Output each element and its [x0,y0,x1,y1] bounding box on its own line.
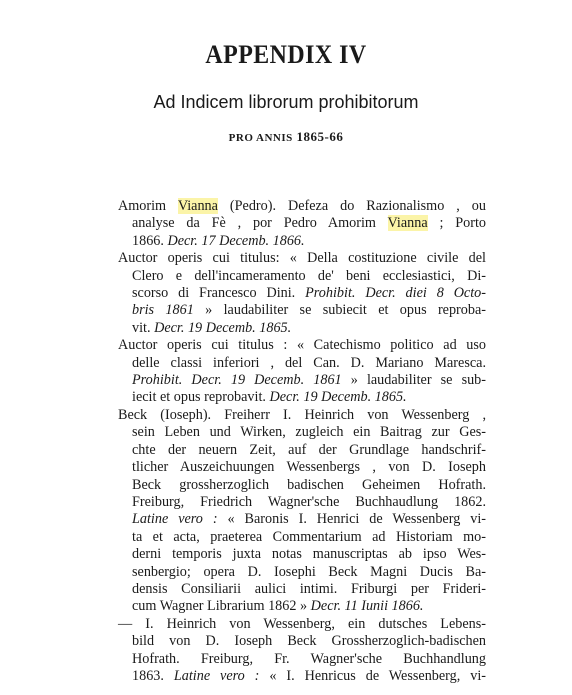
text-line: analyse da Fè , por Pedro Amorim Vianna ; Porto [132,215,487,232]
text-line: 1866. Decr. 17 Decemb. 1866. [132,232,305,249]
text-line: derni temporis juxta notas manuscriptas ab ipso Wes- [132,546,486,563]
text-line: senbergio; opera D. Iosephi Beck Magni Ducis Ba- [132,563,486,580]
page-title: APPENDIX IV [205,40,367,69]
text-line: — I. Heinrich von Wessenberg, ein dutsches Lebens- [118,615,486,632]
text-line: ta et acta, praeterea Commentarium ad Historiam mo- [132,528,486,545]
text-line: Clero e dell'incameramento de' beni ecclesiastici, Di- [132,267,486,284]
text-line: Auctor operis cui titulus: « Della costituzione civile del [118,250,486,267]
years-line [0,129,572,145]
years-prefix: PRO ANNIS [228,132,293,144]
text-line: sein Leben und Wirken, zugleich ein Baitrag zur Ges- [132,424,486,441]
text-line: Prohibit. Decr. 19 Decemb. 1861 » laudabiliter se sub- [132,372,486,389]
text-line: tlicher Auszeichuungen Wessenbergs , von D. Ioseph [132,459,486,476]
search-highlight: Vianna [387,215,428,232]
page-subtitle: Ad Indicem librorum prohibitorum [153,92,419,112]
text-line: bild von D. Ioseph Beck Grossherzoglich-badischen [132,633,486,650]
text-line: Auctor operis cui titulus : « Catechismo politico ad uso [118,337,486,354]
years-value: 1865-66 [296,129,344,144]
search-highlight: Vianna [177,198,218,214]
text-line: chte der neuern Zeit, auf der Grundlage handschrif- [132,441,486,458]
text-line: Beck grossherzoglich badischen Geheimen Hofrath. [132,476,486,493]
text-line: delle classi inferiori , del Can. D. Mariano Maresca. [132,354,486,371]
text-line: Latine vero : « Baronis I. Henrici de Wessenberg vi- [132,511,486,528]
text-line: Amorim Vianna (Pedro). Defeza do Razionalismo , ou [118,198,486,214]
text-line: bris 1861 » laudabiliter se subiecit et opus reproba- [132,302,486,319]
text-line: Hofrath. Freiburg, Fr. Wagner'sche Buchhandlung [132,650,486,667]
text-line: vit. Decr. 19 Decemb. 1865. [132,319,292,336]
text-line: Beck (Ioseph). Freiherr I. Heinrich von Wessenberg , [118,406,486,423]
text-line: scorso di Francesco Dini. Prohibit. Decr. diei 8 Octo- [132,285,486,302]
text-line: cum Wagner Librarium 1862 » Decr. 11 Iunii 1866. [132,598,424,615]
text-line: densis Consiliarii aulici intimi. Friburgi per Frideri- [132,580,486,597]
entries-text [118,198,486,685]
text-line: Freiburg, Friedrich Wagner'sche Buchhaudlung 1862. [132,493,486,510]
text-line: iecit et opus reprobavit. Decr. 19 Decemb. 1865. [132,389,407,406]
text-line: 1863. Latine vero : « I. Henricus de Wessenberg, vi- [132,667,486,684]
